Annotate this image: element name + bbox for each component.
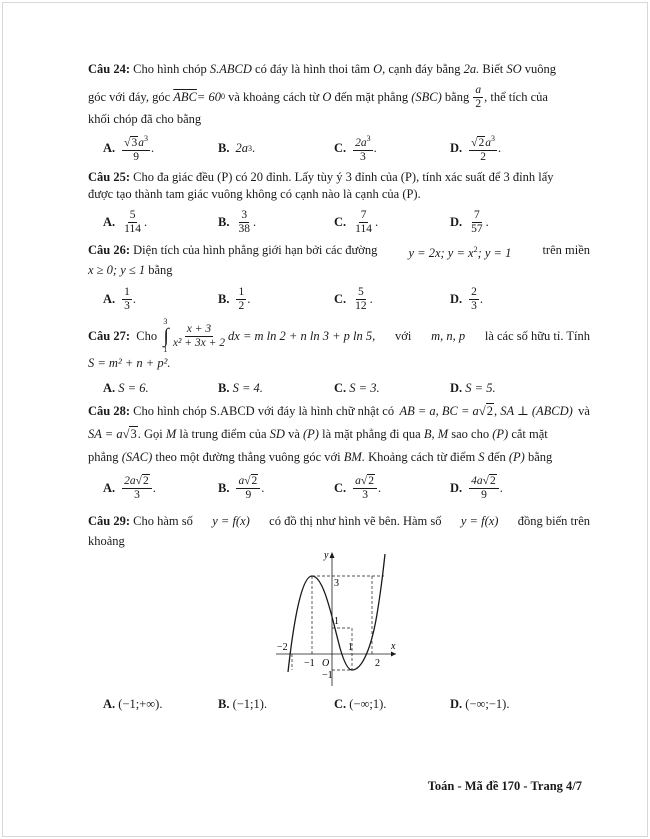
q28-option-a[interactable]: A. $\frac{2a√2}{3}$ . (103, 474, 156, 501)
q25-option-c[interactable]: C. $\frac{7}{114}$ . (334, 208, 379, 235)
q24-option-b[interactable]: B. 2a 3 . (218, 140, 256, 155)
integral-sign: 3 ∫ 1 (163, 317, 169, 354)
q24-line-2: góc với đáy, góc $\overline{ABC}$ = 60 0 và khoảng cách từ O đến mặt phẳng (SBC) bằng $\frac{a}{2}$ , thể tích của (88, 83, 548, 110)
q27-answers (88, 380, 590, 396)
q27-line-1: Câu 27: Cho 3 ∫ 1 $\frac{x + 3}{\text{x² + 3x + 2}}$ dx = m ln 2 + n ln 3 + p ln 5, với m, n, p là các số hữu tỉ. Tính (88, 317, 590, 354)
q29-answers (88, 696, 590, 712)
x-label: x (391, 641, 396, 652)
q28-line-1: Câu 28: Cho hình chóp S.ABCD với đáy là hình chữ nhật có AB = a, BC = a√2, SA ⊥ (ABCD) và (88, 404, 590, 418)
function-graph (274, 548, 400, 688)
q28-option-b[interactable]: B. $\frac{a√2}{9}$ . (218, 474, 265, 501)
tick-xm1: −1 (304, 658, 315, 669)
q25-option-a[interactable]: A. $\frac{5}{114}$ . (103, 208, 148, 235)
q26-option-b[interactable]: B. $\frac{1}{2}$ . (218, 285, 251, 312)
q29-option-b[interactable]: B. (−1;1). (218, 697, 268, 711)
q27-option-b[interactable]: B. S = 4. (218, 381, 263, 395)
page-footer: Toán - Mã đề 170 - Trang 4/7 (427, 779, 582, 793)
tick-x1: 1 (348, 642, 353, 653)
origin-label: O (322, 658, 330, 669)
q27-option-d[interactable]: D. S = 5. (450, 381, 496, 395)
x-axis-arrow (391, 652, 396, 657)
tick-y3: 3 (334, 578, 339, 589)
q25-line-2: được tạo thành tam giác vuông không có cạnh nào là cạnh của (P). (88, 187, 421, 201)
q26-line-2: x ≥ 0; y ≤ 1 bằng (88, 263, 173, 277)
tick-y1: 1 (334, 616, 339, 627)
q29-option-c[interactable]: C. (−∞;1). (334, 697, 387, 711)
q24-line-3: khối chóp đã cho bằng (88, 112, 202, 126)
tick-xm2: −2 (277, 642, 288, 653)
q29-option-d[interactable]: D. (−∞;−1). (450, 697, 510, 711)
q28-option-c[interactable]: C. $\frac{a√2}{3}$ . (334, 474, 382, 501)
q25-option-d[interactable]: D. $\frac{7}{57}$ . (450, 208, 489, 235)
q28-line-3: phẳng (SAC) theo một đường thẳng vuông góc với BM. Khoảng cách từ điểm S đến (P) bằng (88, 450, 553, 464)
q29-line-1: Câu 29: Cho hàm số y = f(x) có đồ thị như hình vẽ bên. Hàm số y = f(x) đồng biến trên (88, 514, 590, 528)
q27-option-c[interactable]: C. S = 3. (334, 381, 380, 395)
tick-ym1: −1 (322, 670, 333, 681)
q26-line-1: Câu 26: Diện tích của hình phẳng giới hạn bởi các đường y = 2x; $y = x^2$; y = 1 trên miền (88, 243, 590, 261)
q25-option-b[interactable]: B. $\frac{3}{38}$ . (218, 208, 257, 235)
q27-line-2: S = m² + n + p². (88, 356, 171, 370)
q25-line-1: Câu 25: Cho đa giác đều (P) có 20 đỉnh. Lấy tùy ý 3 đỉnh của (P), tính xác suất để 3 đỉnh lấy (88, 170, 554, 184)
tick-x2: 2 (375, 658, 380, 669)
q24-option-a[interactable]: A. $\frac{√3a^3}{9}$ . (103, 134, 155, 163)
q24-line-1: Câu 24: Cho hình chóp S.ABCD có đáy là hình thoi tâm O, cạnh đáy bằng 2a. Biết SO vuông (88, 62, 557, 76)
q29-line-2: khoảng (88, 534, 125, 548)
y-axis-arrow (330, 552, 335, 558)
q25-answers (88, 204, 590, 240)
q24-option-d[interactable]: D. $\frac{√2a^3}{2}$ . (450, 134, 502, 163)
q26-option-d[interactable]: D. $\frac{2}{3}$ . (450, 285, 484, 312)
q26-option-a[interactable]: A. $\frac{1}{3}$ . (103, 285, 137, 312)
q29-option-a[interactable]: A. (−1;+∞). (103, 697, 163, 711)
q24-answers (88, 130, 590, 166)
y-label: y (324, 550, 329, 561)
q28-option-d[interactable]: D. $\frac{4a√2}{9}$ . (450, 474, 503, 501)
q28-answers (88, 470, 590, 506)
q27-option-a[interactable]: A. S = 6. (103, 381, 149, 395)
q26-option-c[interactable]: C. $\frac{5}{12}$ . (334, 285, 373, 312)
q26-answers (88, 281, 590, 317)
q24-option-c[interactable]: C. $\frac{2a^3}{3}$ . (334, 134, 377, 163)
q28-line-2: SA = a√3. Gọi M là trung điểm của SD và (P) là mặt phẳng đi qua B, M sao cho (P) cắt mặt (88, 427, 548, 441)
